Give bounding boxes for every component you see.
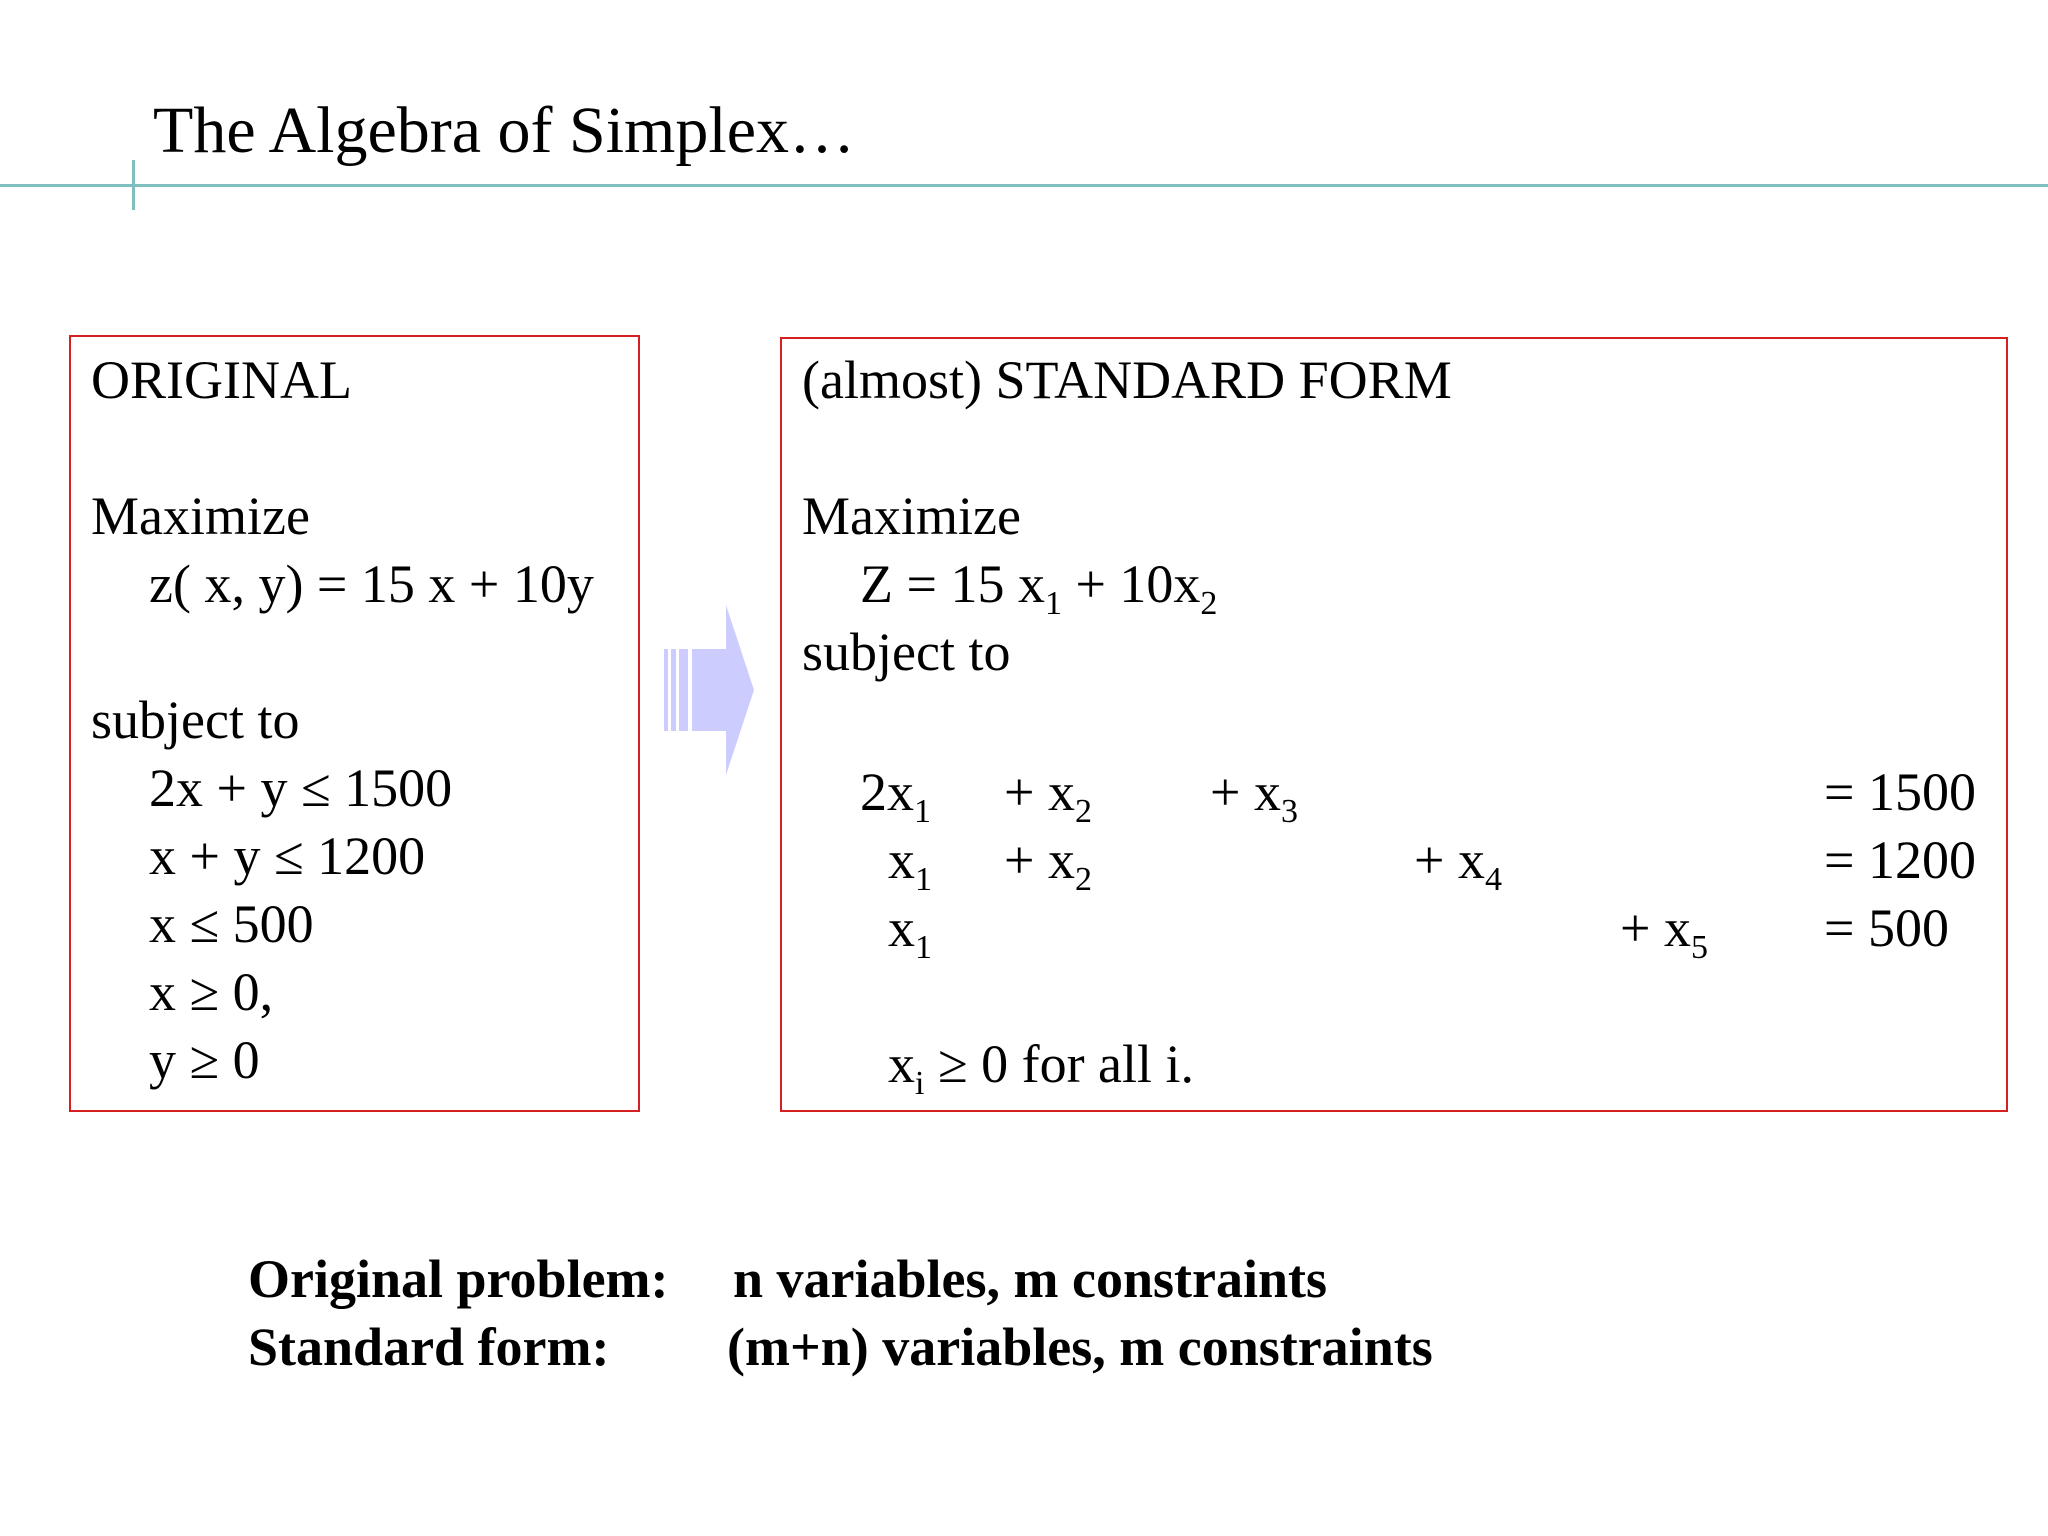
row2-term-x4: + $x_4$ xyxy=(1414,830,1502,898)
standard-maximize-label: Maximize xyxy=(802,486,1021,546)
standard-objective: Z = 15 $x_1 + 10x_2$ xyxy=(860,554,1218,622)
row1-term-x1: $2x_1$ xyxy=(860,762,931,830)
original-problem-box xyxy=(69,335,640,1112)
original-constraint: 2x + y ≤ 1500 xyxy=(149,758,453,818)
title-divider-tick xyxy=(132,160,135,210)
row3-term-x1: $x_1$ xyxy=(888,898,932,966)
row3-term-x5: + $x_5$ xyxy=(1620,898,1708,966)
original-constraint: x ≥ 0, xyxy=(149,962,274,1022)
row2-term-x2: + $x_2$ xyxy=(1004,830,1092,898)
original-constraint: y ≥ 0 xyxy=(149,1030,260,1090)
summary-label-original: Original problem: xyxy=(248,1249,669,1309)
page-title: The Algebra of Simplex… xyxy=(153,94,856,167)
standard-subject-to-label: subject to xyxy=(802,622,1011,682)
summary-value-original: n variables, m constraints xyxy=(733,1249,1327,1309)
row1-rhs: = 1500 xyxy=(1824,762,1976,822)
nonnegativity-constraint: $x_i \ge 0$ for all i. xyxy=(888,1034,1195,1102)
original-objective: z( x, y) = 15 x + 10y xyxy=(149,554,594,614)
right-arrow-icon xyxy=(662,605,754,775)
standard-form-box xyxy=(780,337,2008,1112)
title-divider xyxy=(0,184,2048,187)
original-constraint: x + y ≤ 1200 xyxy=(149,826,426,886)
summary-label-standard: Standard form: xyxy=(248,1317,610,1377)
standard-heading: (almost) STANDARD FORM xyxy=(802,350,1452,410)
row2-rhs: = 1200 xyxy=(1824,830,1976,890)
row1-term-x2: + $x_2$ xyxy=(1004,762,1092,830)
summary-value-standard: (m+n) variables, m constraints xyxy=(727,1317,1433,1377)
original-heading: ORIGINAL xyxy=(91,350,352,410)
original-maximize-label: Maximize xyxy=(91,486,310,546)
row3-rhs: = 500 xyxy=(1824,898,1949,958)
original-subject-to-label: subject to xyxy=(91,690,300,750)
row2-term-x1: $x_1$ xyxy=(888,830,932,898)
original-constraint: x ≤ 500 xyxy=(149,894,314,954)
row1-term-x3: + $x_3$ xyxy=(1210,762,1298,830)
